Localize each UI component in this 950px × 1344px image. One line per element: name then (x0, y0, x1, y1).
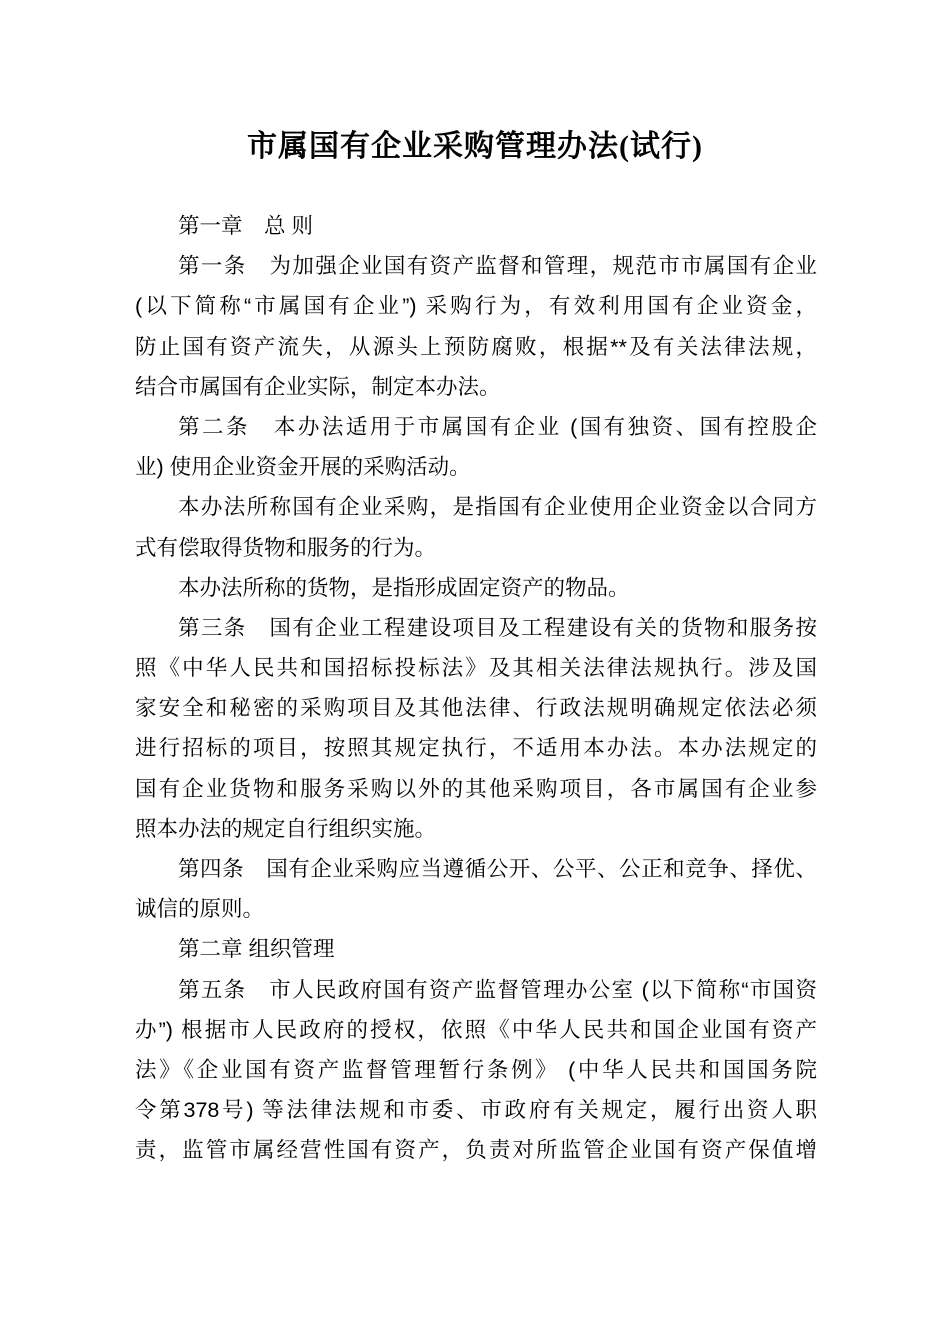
text-line: 法》《企业国有资产监督管理暂行条例》 (中华人民共和国国务院 (135, 1057, 817, 1082)
text-line: 防止国有资产流失，从源头上预防腐败，根据**及有关法律法规， (135, 334, 817, 359)
text-line: 照《中华人民共和国招标投标法》及其相关法律法规执行。涉及国 (135, 656, 817, 681)
text-line: 结合市属国有企业实际，制定本办法。 (135, 374, 501, 399)
chapter-heading: 第二章 组织管理 (178, 937, 335, 962)
text-line: 令第378号) 等法律法规和市委、市政府有关规定，履行出资人职 (135, 1098, 817, 1123)
text-line: 第一条 为加强企业国有资产监督和管理，规范市市属国有企业 (178, 254, 817, 279)
document-body (135, 206, 817, 1171)
document-title: 市属国有企业采购管理办法(试行) (247, 130, 703, 163)
text-line: 进行招标的项目，按照其规定执行，不适用本办法。本办法规定的 (135, 736, 817, 761)
text-line: 办”) 根据市人民政府的授权，依照《中华人民共和国企业国有资产 (135, 1017, 817, 1042)
text-line: 本办法所称国有企业采购，是指国有企业使用企业资金以合同方 (178, 495, 817, 520)
text-line: (以下简称“市属国有企业”) 采购行为，有效利用国有企业资金， (135, 294, 817, 319)
text-line: 第五条 市人民政府国有资产监督管理办公室 (以下简称“市国资 (178, 977, 817, 1002)
text-line: 照本办法的规定自行组织实施。 (135, 816, 437, 841)
text-line: 业) 使用企业资金开展的采购活动。 (135, 455, 471, 480)
text-line: 本办法所称的货物，是指形成固定资产的物品。 (178, 575, 630, 600)
text-line: 第四条 国有企业采购应当遵循公开、公平、公正和竞争、择优、 (178, 857, 817, 881)
text-line: 式有偿取得货物和服务的行为。 (135, 535, 437, 560)
text-line: 责，监管市属经营性国有资产，负责对所监管企业国有资产保值增 (135, 1138, 817, 1163)
text-line: 第三条 国有企业工程建设项目及工程建设有关的货物和服务按 (178, 615, 817, 640)
text-line: 家安全和秘密的采购项目及其他法律、行政法规明确规定依法必须 (135, 696, 817, 721)
text-line: 诚信的原则。 (135, 897, 265, 922)
text-line: 国有企业货物和服务采购以外的其他采购项目，各市属国有企业参 (135, 776, 817, 801)
chapter-heading: 第一章 总 则 (178, 214, 313, 238)
text-line: 第二条 本办法适用于市属国有企业 (国有独资、国有控股企 (178, 414, 817, 439)
